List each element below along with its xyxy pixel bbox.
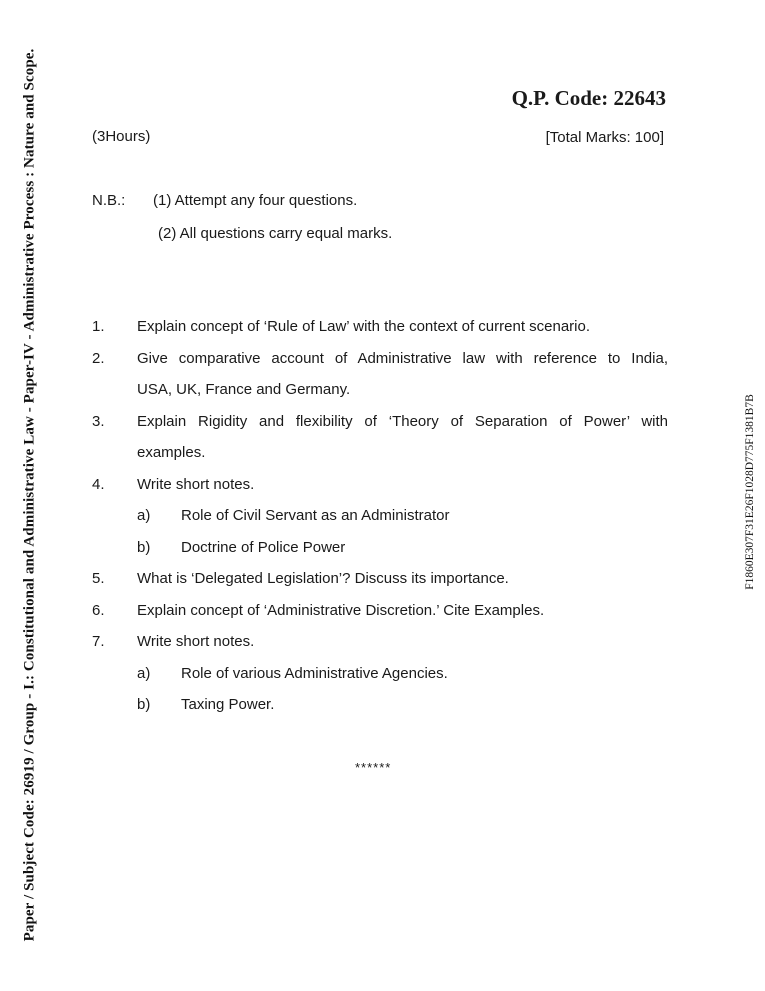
instruction-1: (1) Attempt any four questions. <box>153 192 358 209</box>
end-of-paper-mark: ****** <box>355 760 392 775</box>
nb-label: N.B.: <box>92 192 126 209</box>
sub-question-label: b) <box>137 696 151 713</box>
question-text: Give comparative account of Administrative law with reference to India, <box>137 350 668 367</box>
question-number: 5. <box>92 570 105 587</box>
sub-question-text: Role of various Administrative Agencies. <box>181 665 448 682</box>
question-text-continued: examples. <box>137 444 206 461</box>
question-text-continued: USA, UK, France and Germany. <box>137 381 351 398</box>
question-number: 4. <box>92 476 105 493</box>
question-text: Write short notes. <box>137 476 255 493</box>
sub-question-label: a) <box>137 507 151 524</box>
question-text: Write short notes. <box>137 633 255 650</box>
side-header-paper-subject: Paper / Subject Code: 26919 / Group - I.: Constitutional and Administrative Law - Paper-IV - Administrative Process : Nature and Scope. <box>21 48 38 942</box>
question-text: Explain concept of ‘Administrative Discretion.’ Cite Examples. <box>137 602 545 619</box>
sub-question-text: Role of Civil Servant as an Administrator <box>181 507 450 524</box>
instruction-2: (2) All questions carry equal marks. <box>158 225 393 242</box>
question-number: 6. <box>92 602 105 619</box>
qp-code: Q.P. Code: 22643 <box>511 86 666 110</box>
question-text: Explain concept of ‘Rule of Law’ with the context of current scenario. <box>137 318 591 335</box>
sub-question-text: Doctrine of Police Power <box>181 539 346 556</box>
question-number: 2. <box>92 350 105 367</box>
question-text: Explain Rigidity and flexibility of ‘Theory of Separation of Power’ with <box>137 413 668 430</box>
question-number: 3. <box>92 413 105 430</box>
question-text: What is ‘Delegated Legislation’? Discuss its importance. <box>137 570 509 587</box>
sub-question-text: Taxing Power. <box>181 696 275 713</box>
sub-question-label: b) <box>137 539 151 556</box>
question-number: 7. <box>92 633 105 650</box>
side-document-hash: F1860E307F31E26F1028D775F1381B7B <box>744 394 756 590</box>
exam-duration: (3Hours) <box>92 128 151 145</box>
sub-question-label: a) <box>137 665 151 682</box>
question-number: 1. <box>92 318 105 335</box>
total-marks: [Total Marks: 100] <box>545 129 664 146</box>
